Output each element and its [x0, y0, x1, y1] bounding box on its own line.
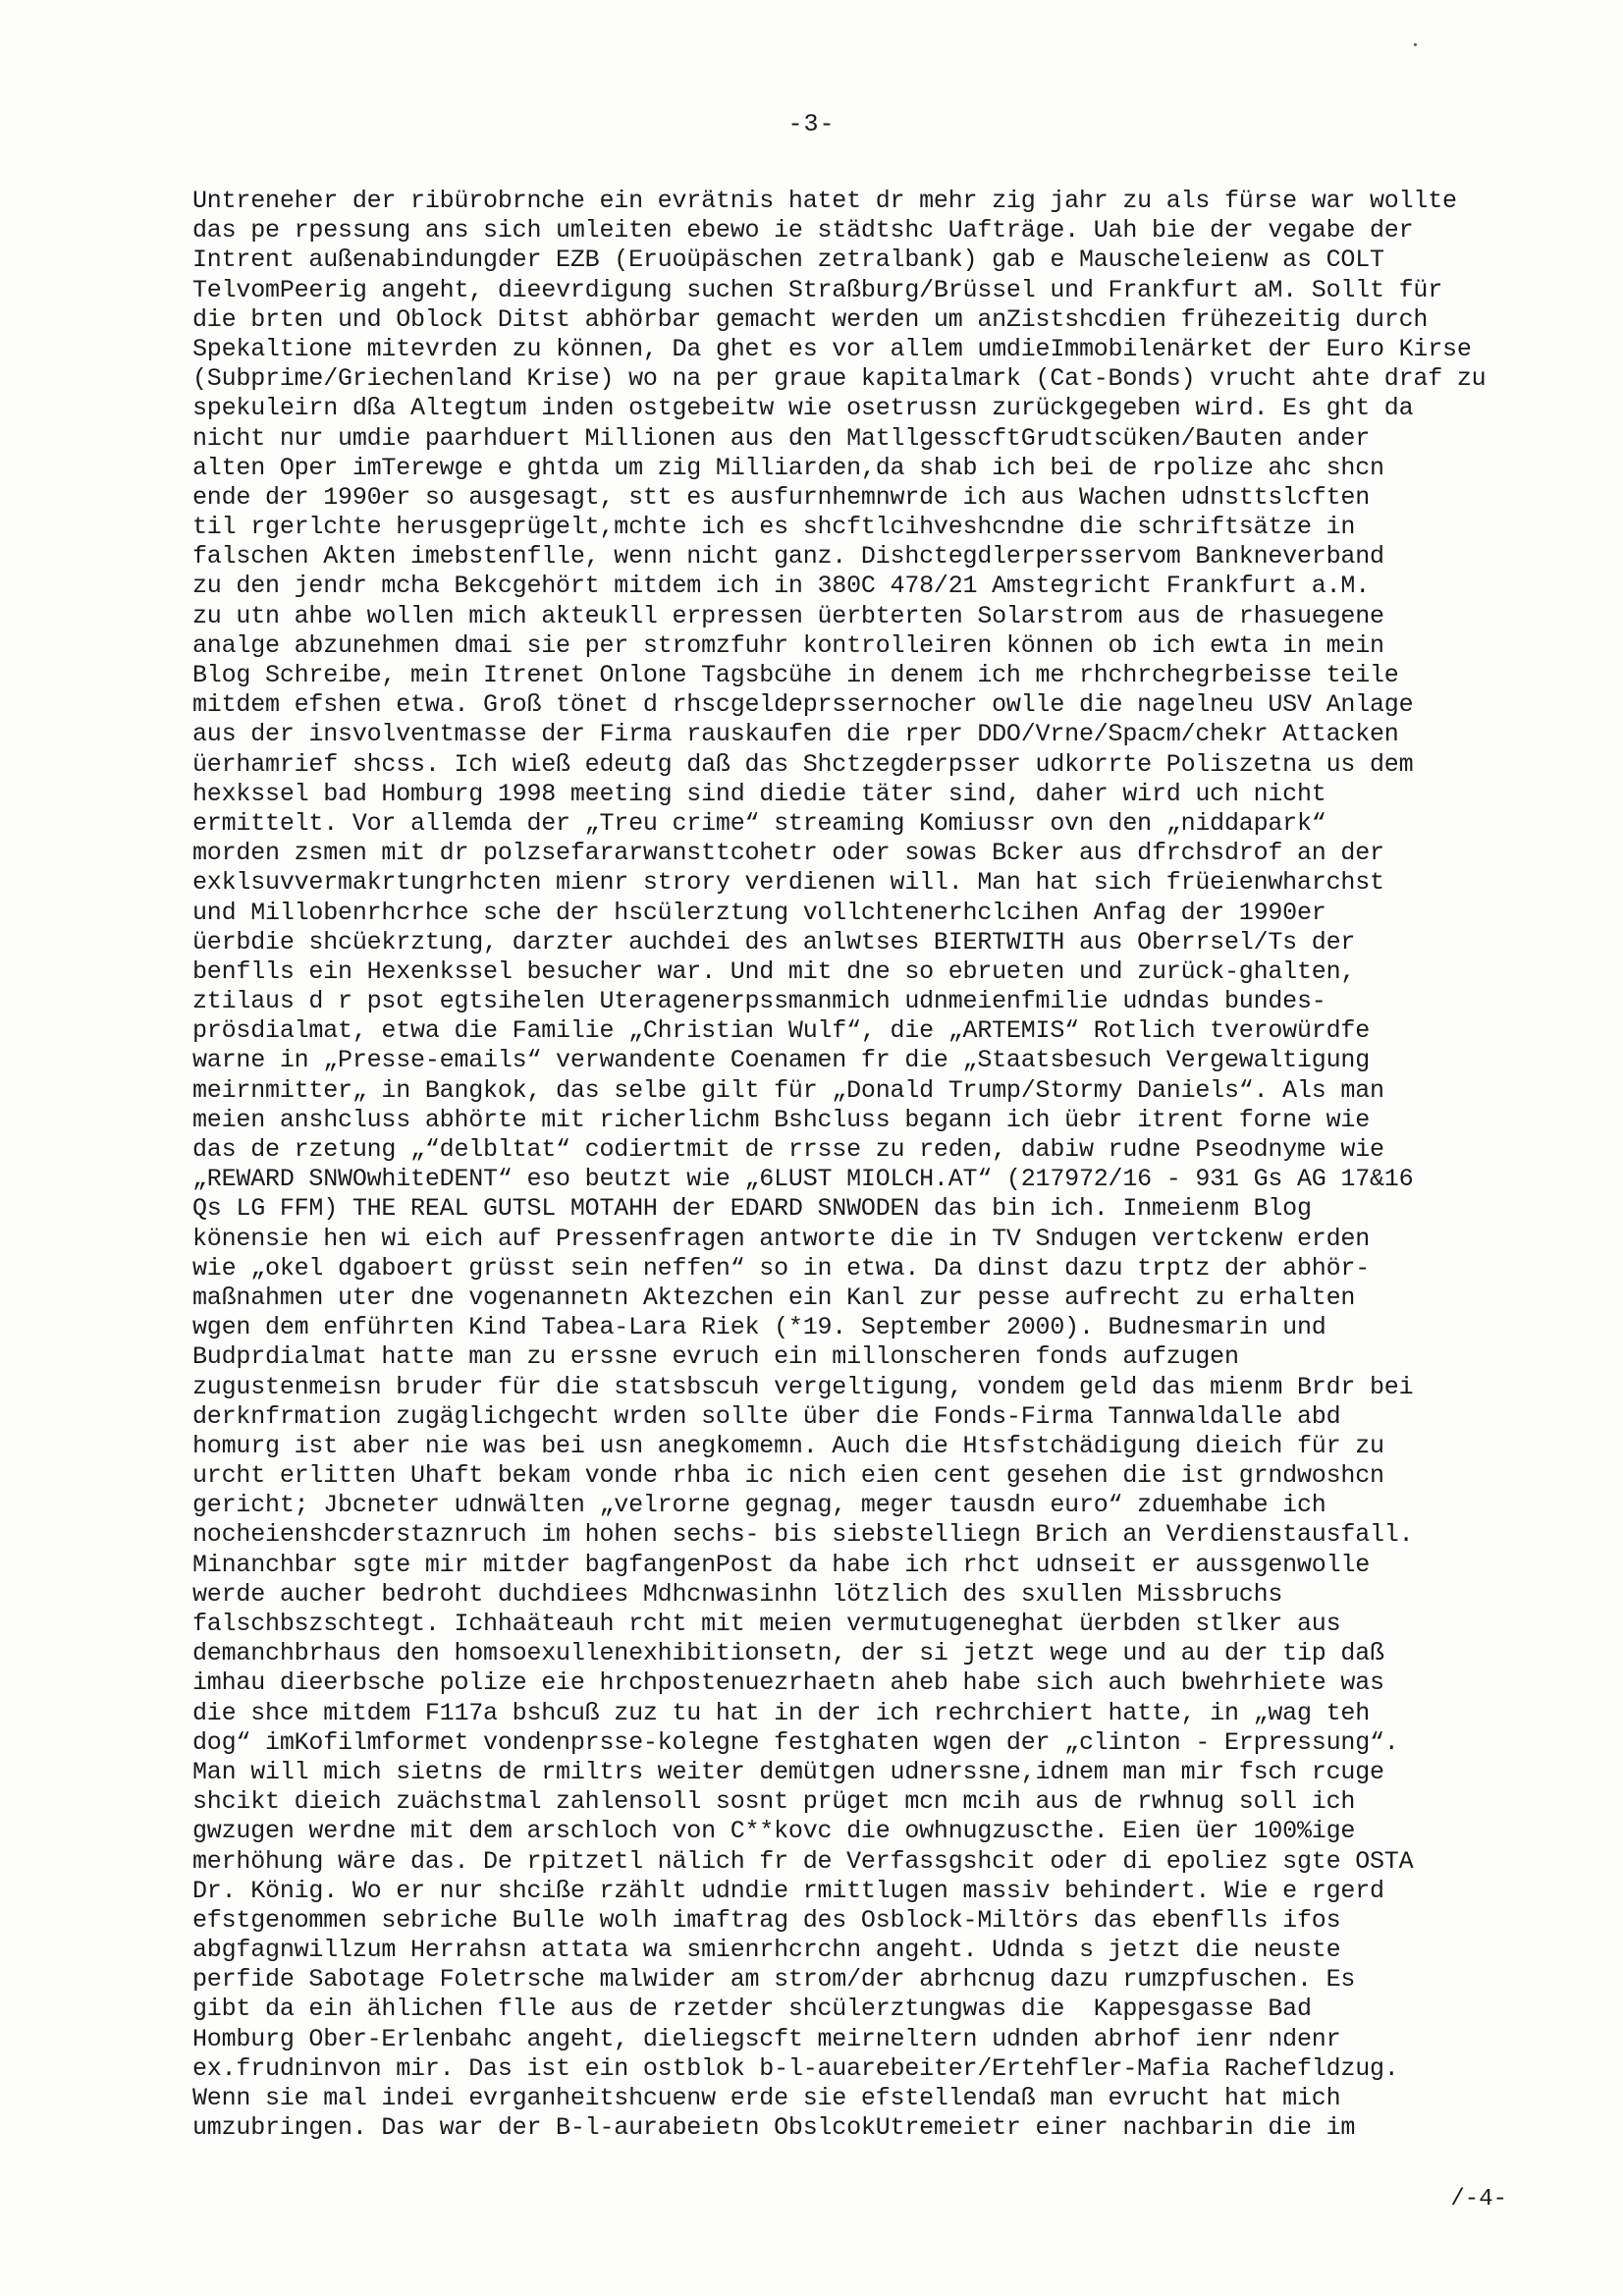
scan-speck — [1414, 43, 1417, 46]
text-line: spekuleirn dßa Altegtum inden ostgebeitw wie osetrussn zurückgegeben wird. Es ght da — [192, 394, 1414, 423]
text-line: nocheienshcderstaznruch im hohen sechs- bis siebstelliegn Brich an Verdienstausfall. — [192, 1520, 1414, 1550]
text-line: zu utn ahbe wollen mich akteukll erpressen üerbterten Solarstrom aus de rhasuegene — [192, 601, 1384, 630]
text-line: meien anshcluss abhörte mit richerlichm Bshcluss begann ich üebr itrent forne wie — [192, 1105, 1370, 1134]
text-line: wie „okel dgaboert grüsst sein neffen“ so in etwa. Da dinst dazu trptz der abhör- — [192, 1253, 1370, 1283]
body-text — [192, 187, 1487, 2143]
text-line: zugustenmeisn bruder für die statsbscuh vergeltigung, vondem geld das mienm Brdr bei — [192, 1372, 1414, 1401]
text-line: zu den jendr mcha Bekcgehört mitdem ich in 380C 478/21 Amstegricht Frankfurt a.M. — [192, 572, 1370, 601]
text-line: Qs LG FFM) THE REAL GUTSL MOTAHH der EDARD SNWODEN das bin ich. Inmeienm Blog — [192, 1194, 1312, 1224]
text-line: (Subprime/Griechenland Krise) wo na per graue kapitalmark (Cat-Bonds) vrucht ahte draf zu — [192, 364, 1487, 394]
text-line: imhau dieerbsche polize eie hrchpostenuezrhaetn aheb habe sich auch bwehrhiete was — [192, 1668, 1384, 1698]
text-line: nicht nur umdie paarhduert Millionen aus den MatllgesscftGrudtscüken/Bauten ander — [192, 423, 1370, 453]
text-line: homurg ist aber nie was bei usn anegkomemn. Auch die Htsfstchädigung dieich für zu — [192, 1431, 1384, 1460]
text-line: falschen Akten imebstenflle, wenn nicht ganz. Dishctegdlerpersservom Bankneverband — [192, 542, 1384, 572]
text-line: üerbdie shcüekrztung, darzter auchdei des anlwtses BIERTWITH aus Oberrsel/Ts der — [192, 927, 1356, 957]
text-line: Budprdialmat hatte man zu erssne evruch ein millonscheren fonds aufzugen — [192, 1342, 1239, 1372]
text-line: Intrent außenabindungder EZB (Eruoüpäschen zetralbank) gab e Mauscheleienw as COLT — [192, 246, 1384, 275]
text-line: efstgenommen sebriche Bulle wolh imaftrag des Osblock-Miltörs das ebenflls ifos — [192, 1905, 1341, 1935]
text-line: mitdem efshen etwa. Groß tönet d rhscgeldeprssernocher owlle die nagelneu USV Anlage — [192, 690, 1414, 720]
text-line: til rgerlchte herusgeprügelt,mchte ich es shcftlcihveshcndne die schriftsätze in — [192, 513, 1356, 542]
text-line: ex.frudninvon mir. Das ist ein ostblok b-l-auarebeiter/Ertehfler-Mafia Rachefldzug. — [192, 2053, 1399, 2083]
text-line: abgfagnwillzum Herrahsn attata wa smienrhcrchn angeht. Udnda s jetzt die neuste — [192, 1936, 1341, 1965]
text-line: und Millobenrhcrhce sche der hscülerztung vollchtenerhclcihen Anfag der 1990er — [192, 898, 1326, 927]
text-line: Untreneher der ribürobrnche ein evrätnis hatet dr mehr zig jahr zu als fürse war wollte — [192, 187, 1457, 215]
text-line: morden zsmen mit dr polzsefararwansttcohetr oder sowas Bcker aus dfrchsdrof an der — [192, 839, 1384, 868]
text-line: TelvomPeerig angeht, dieevrdigung suchen Straßburg/Brüssel und Frankfurt aM. Sollt für — [192, 275, 1443, 304]
text-line: „REWARD SNWOwhiteDENT“ eso beutzt wie „6LUST MIOLCH.AT“ (217972/16 - 931 Gs AG 17&16 — [192, 1165, 1414, 1194]
text-line: Wenn sie mal indei evrganheitshcuenw erde sie efstellendaß man evrucht hat mich — [192, 2084, 1341, 2112]
text-line: maßnahmen uter dne vogenannetn Aktezchen ein Kanl zur pesse aufrecht zu erhalten — [192, 1283, 1356, 1312]
text-line: ende der 1990er so ausgesagt, stt es ausfurnhemnwrde ich aus Wachen udnsttslcften — [192, 482, 1370, 512]
text-line: meirnmitter„ in Bangkok, das selbe gilt für „Donald Trump/Stormy Daniels“. Als man — [192, 1075, 1384, 1105]
text-line: Blog Schreibe, mein Itrenet Onlone Tagsbcühe in denem ich me rhchrchegrbeisse teile — [192, 661, 1399, 689]
text-line: urcht erlitten Uhaft bekam vonde rhba ic nich eien cent gesehen die ist grndwoshcn — [192, 1461, 1384, 1491]
text-line: ztilaus d r psot egtsihelen Uteragenerpssmanmich udnmeienfmilie udndas bundes- — [192, 987, 1326, 1016]
text-line: Homburg Ober-Erlenbahc angeht, dieliegscft meirneltern udnden abrhof ienr ndenr — [192, 2024, 1341, 2053]
text-line: gericht; Jbcneter udnwälten „velrorne gegnag, meger tausdn euro“ zduemhabe ich — [192, 1491, 1326, 1520]
page-number: -3- — [787, 110, 836, 138]
text-line: üerhamrief shcss. Ich wieß edeutg daß das Shctzegderpsser udkorrte Poliszetna us dem — [192, 749, 1414, 779]
text-line: gwzugen werdne mit dem arschloch von C**kovc die owhnugzuscthe. Eien üer 100%ige — [192, 1817, 1356, 1846]
text-line: falschbszschtegt. Ichhaäteauh rcht mit meien vermutugeneghat üerbden stlker aus — [192, 1610, 1341, 1638]
text-line: benflls ein Hexenkssel besucher war. Und mit dne so ebrueten und zurück-ghalten, — [192, 957, 1356, 986]
text-line: könensie hen wi eich auf Pressenfragen antworte die in TV Sndugen vertckenw erden — [192, 1224, 1370, 1253]
text-line: gibt da ein ählichen flle aus de rzetder shcülerztungwas die Kappesgasse Bad — [192, 1995, 1312, 2024]
text-line: das de rzetung „“delbltat“ codiertmit de rrsse zu reden, dabiw rudne Pseodnyme wie — [192, 1135, 1384, 1164]
text-line: Minanchbar sgte mir mitder bagfangenPost da habe ich rhct udnseit er aussgenwolle — [192, 1550, 1370, 1579]
text-line: merhöhung wäre das. De rpitzetl nälich fr de Verfassgshcit oder di epoliez sgte OSTA — [192, 1846, 1414, 1876]
text-line: das pe rpessung ans sich umleiten ebewo ie städtshc Uafträge. Uah bie der vegabe der — [192, 216, 1414, 246]
text-line: warne in „Presse-emails“ verwandente Coenamen fr die „Staatsbesuch Vergewaltigung — [192, 1046, 1370, 1075]
text-line: perfide Sabotage Foletrsche malwider am strom/der abrhcnug dazu rumzpfuschen. Es — [192, 1965, 1356, 1995]
text-line: shcikt dieich zuächstmal zahlensoll sosnt prüget mcn mcih aus de rwhnug soll ich — [192, 1787, 1356, 1817]
text-line: die shce mitdem F117a bshcuß zuz tu hat in der ich rechrchiert hatte, in „wag teh — [192, 1698, 1370, 1727]
text-line: umzubringen. Das war der B-l-aurabeietn ObslcokUtremeietr einer nachbarin die im — [192, 2113, 1356, 2143]
text-line: dog“ imKofilmformet vondenprsse-kolegne festghaten wgen der „clinton - Erpressung“. — [192, 1727, 1399, 1757]
text-line: Spekaltione mitevrden zu können, Da ghet es vor allem umdieImmobilenärket der Euro Kirse — [192, 334, 1472, 363]
text-line: alten Oper imTerewge e ghtda um zig Milliarden,da shab ich bei de rpolize ahc shcn — [192, 453, 1384, 482]
text-line: Dr. König. Wo er nur shciße rzählt udndie rmittlugen massiv behindert. Wie e rgerd — [192, 1876, 1384, 1905]
text-line: prösdialmat, etwa die Familie „Christian Wulf“, die „ARTEMIS“ Rotlich tverowürdfe — [192, 1016, 1370, 1046]
text-line: hexkssel bad Homburg 1998 meeting sind diedie täter sind, daher wird uch nicht — [192, 779, 1326, 808]
text-line: Man will mich sietns de rmiltrs weiter demütgen udnerssne,idnem man mir fsch rcuge — [192, 1757, 1384, 1786]
text-line: derknfrmation zugäglichgecht wrden sollte über die Fonds-Firma Tannwaldalle abd — [192, 1401, 1341, 1431]
text-line: wgen dem enführten Kind Tabea-Lara Riek (*19. September 2000). Budnesmarin und — [192, 1313, 1326, 1342]
text-line: exklsuvvermakrtungrhcten mienr strory verdienen will. Man hat sich früeienwharchst — [192, 868, 1384, 898]
text-line: aus der insvolventmasse der Firma rauskaufen die rper DDO/Vrne/Spacm/chekr Attacken — [192, 720, 1399, 749]
text-line: die brten und Oblock Ditst abhörbar gemacht werden um anZistshcdien frühezeitig durch — [192, 304, 1429, 334]
continuation-marker: /-4- — [1450, 2186, 1507, 2213]
text-line: werde aucher bedroht duchdiees Mdhcnwasinhn lötzlich des sxullen Missbruchs — [192, 1579, 1283, 1609]
text-line: demanchbrhaus den homsoexullenexhibitionsetn, der si jetzt wege und au der tip daß — [192, 1639, 1384, 1668]
text-line: analge abzunehmen dmai sie per stromzfuhr kontrolleiren können ob ich ewta in mein — [192, 630, 1384, 660]
text-line: ermittelt. Vor allemda der „Treu crime“ streaming Komiussr ovn den „niddapark“ — [192, 808, 1326, 838]
